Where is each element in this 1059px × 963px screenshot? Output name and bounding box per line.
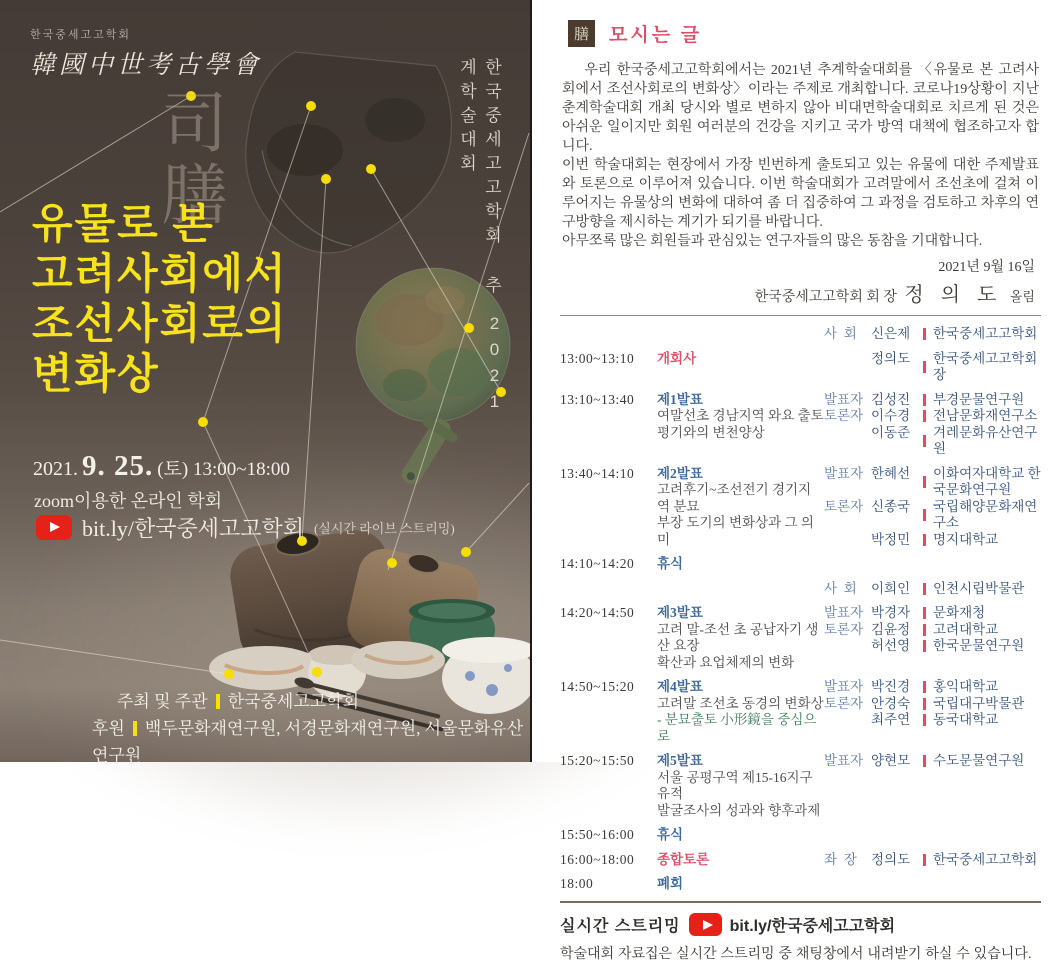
schedule-row: [560, 351, 1043, 384]
person-line: [824, 326, 1043, 343]
stream-link-note: (실시간 라이브 스트리밍): [313, 521, 455, 536]
session-title: 개회사: [657, 350, 697, 366]
session-subtitle: 고려 말-조선 초 공납자기 생산 요장: [657, 621, 819, 653]
society-name-korean: 한국중세고고학회: [30, 29, 132, 41]
session-subtitle: 평기와의 변천양상: [657, 424, 765, 440]
vertical-event-text: [454, 58, 504, 418]
person-line: [824, 712, 1043, 729]
red-bar-divider: [923, 435, 926, 447]
red-bar-divider: [923, 509, 926, 521]
person-name: 이수경: [871, 408, 911, 423]
red-bar-divider: [923, 607, 926, 619]
schedule-time: [560, 326, 657, 343]
person-name: 김성진: [871, 391, 911, 407]
session-subtitle: 발굴조사의 성과와 향후과제: [657, 802, 821, 818]
invitation-paragraph: 이번 학술대회는 현장에서 가장 빈번하게 출토되고 있는 유물에 대한 주제발표와 토론으로 이루어져 있습니다. 이번 학술대회가 고려말에서 조선초에 걸쳐 이루어지는 유물상의 변화에 대하여 좀 더 집중하여 그 과정을 검토하고 차후의 연구방향을 제시하는 계기가 되기를 바랍니다.: [562, 158, 1039, 230]
person-role: 발표자: [824, 465, 864, 481]
person-affiliation: 한국문물연구원: [933, 638, 1025, 653]
person-role: 토론자: [824, 621, 864, 637]
person-line: [824, 581, 1043, 598]
stream-link[interactable]: bit.ly/한국중세고고학회: [82, 516, 304, 541]
person-name: 최주연: [871, 712, 911, 727]
host-label: 주최 및 주관: [117, 692, 208, 711]
yellow-bar-divider: [216, 694, 220, 709]
schedule-session: [657, 753, 824, 819]
person-line: [824, 466, 1043, 499]
session-title: 휴식: [657, 827, 684, 842]
person-line: [824, 679, 1043, 696]
session-subtitle: - 분묘출토 小形鏡을 중심으로: [657, 712, 817, 744]
stream-link-row: [36, 512, 455, 543]
schedule-people: [824, 466, 1043, 549]
stream-footer: [560, 913, 1043, 936]
person-affiliation: 전남문화재연구소: [933, 408, 1038, 423]
youtube-play-icon[interactable]: [689, 913, 722, 936]
person-affiliation: 수도문물연구원: [933, 753, 1025, 768]
person-line: [824, 499, 1043, 532]
sponsor-label: 후원: [92, 719, 125, 738]
person-affiliation: 인천시립박물관: [933, 580, 1025, 596]
invitation-paragraph: 우리 한국중세고고학회에서는 2021년 추계학술대회를 〈유물로 본 고려사회에서 조선사회로의 변화상〉이라는 주제로 개최합니다. 코로나19상황이 지난 춘계학술대회 개최 당시와 별로 변하지 않아 비대면학술대회로 치르게 된 것은 아쉬운 일이지만 회원 여러분의 건강을 지키고 국가 방역 대책에 협조하고자 합니다.: [562, 63, 1039, 154]
person-role: 발표자: [824, 753, 864, 768]
invitation-header: [568, 20, 1043, 47]
sponsor-value: 백두문화재연구원, 서경문화재연구원, 서울문화유산연구원: [92, 719, 524, 765]
schedule-people: [824, 605, 1043, 671]
red-bar-divider: [923, 534, 926, 546]
person-name: 신종국: [871, 498, 911, 514]
yellow-bar-divider: [133, 721, 137, 736]
event-year-vertical: 2021: [485, 314, 504, 418]
invitation-date: 2021년 9월 16일: [938, 260, 1035, 275]
schedule-table: [560, 326, 1043, 893]
person-name: 한혜선: [871, 465, 911, 481]
session-subtitle: 서울 공평구역 제15-16지구 유적: [657, 769, 813, 801]
invitation-body: [562, 61, 1039, 251]
invitation-paragraph: 아무쪼록 많은 회원들과 관심있는 연구자들의 많은 동참을 기대합니다.: [562, 234, 983, 249]
stream-footer-link[interactable]: bit.ly/한국중세고고학회: [729, 917, 896, 935]
seal-stamp-icon: 膳: [568, 20, 595, 47]
schedule-session: [657, 876, 824, 893]
session-title: 제4발표: [657, 679, 703, 694]
schedule-people: [824, 852, 1043, 869]
session-subtitle: 고려후기~조선전기 경기지역 분묘: [657, 482, 812, 514]
schedule-time: 15:20~15:50: [560, 753, 635, 768]
person-role: 사 회: [824, 326, 857, 341]
person-name: 정의도: [871, 350, 911, 366]
person-line: [824, 852, 1043, 869]
schedule-row: [560, 556, 1043, 573]
invitation-signature: [560, 278, 1035, 307]
session-subtitle: 고려말 조선초 동경의 변화상: [657, 695, 824, 711]
person-affiliation: 한국중세고고학회: [933, 326, 1038, 341]
schedule-time: 16:00~18:00: [560, 851, 635, 867]
schedule-session: [657, 466, 824, 549]
person-affiliation: 이화여자대학교 한국문화연구원: [933, 465, 1041, 497]
person-line: [824, 408, 1043, 425]
red-bar-divider: [923, 714, 926, 726]
red-bar-divider: [923, 476, 926, 488]
host-value: 한국중세고고학회: [227, 692, 360, 711]
session-title: 제3발표: [657, 605, 703, 620]
person-affiliation: 고려대학교: [933, 621, 999, 637]
schedule-people: [824, 326, 1043, 343]
person-role: 토론자: [824, 695, 864, 711]
person-role: 토론자: [824, 498, 864, 514]
schedule-time: 13:10~13:40: [560, 391, 635, 407]
red-bar-divider: [923, 681, 926, 693]
person-role: 발표자: [824, 391, 864, 407]
red-bar-divider: [923, 410, 926, 422]
society-logo: [30, 26, 262, 81]
schedule-session: [657, 351, 824, 384]
person-affiliation: 겨레문화유산연구원: [933, 424, 1038, 456]
schedule-time: 13:00~13:10: [560, 350, 635, 366]
schedule-session: [657, 392, 824, 458]
person-line: [824, 638, 1043, 655]
red-bar-divider: [923, 583, 926, 595]
footer-divider: [560, 901, 1041, 903]
schedule-people: [824, 827, 1043, 844]
red-bar-divider: [923, 328, 926, 340]
schedule-row: [560, 753, 1043, 819]
schedule-people: [824, 876, 1043, 893]
schedule-row: [560, 827, 1043, 844]
schedule-row: [560, 605, 1043, 671]
person-affiliation: 국립해양문화재연구소: [933, 498, 1038, 530]
session-title: 휴식: [657, 556, 684, 571]
society-name-hanja: 韓國中世考古學會: [30, 52, 263, 79]
person-line: [824, 532, 1043, 549]
person-name: 이희인: [871, 580, 911, 596]
person-affiliation: 홍익대학교: [933, 679, 999, 694]
session-subtitle: 부장 도기의 변화상과 그 의미: [657, 515, 814, 547]
schedule-time: 14:50~15:20: [560, 679, 635, 694]
person-line: [824, 392, 1043, 409]
person-role: 좌 장: [824, 851, 857, 867]
invitation-title: 모시는 글: [609, 25, 703, 46]
person-name: 박진경: [871, 679, 911, 694]
person-name: 신은제: [871, 326, 911, 341]
signature-suffix: 올림: [1009, 289, 1035, 304]
red-bar-divider: [923, 755, 926, 767]
person-line: [824, 605, 1043, 622]
schedule-row: [560, 876, 1043, 893]
session-title: 종합토론: [657, 851, 710, 867]
person-role: 사 회: [824, 580, 857, 596]
schedule-session: [657, 326, 824, 343]
red-bar-divider: [923, 361, 926, 373]
session-title: 제1발표: [657, 391, 703, 407]
session-title: 제5발표: [657, 753, 703, 768]
schedule-time: 15:50~16:00: [560, 827, 635, 842]
schedule-session: [657, 679, 824, 745]
poster-main-title: 유물로 본 고려사회에서 조선사회로의 변화상: [32, 202, 288, 398]
schedule-people: [824, 351, 1043, 384]
schedule-time: 13:40~14:10: [560, 465, 635, 481]
online-note: zoom이용한 온라인 학회: [34, 491, 223, 511]
person-name: 박정민: [871, 531, 911, 547]
program-right-page: [530, 0, 1059, 961]
red-bar-divider: [923, 698, 926, 710]
person-name: 정의도: [871, 851, 911, 867]
person-affiliation: 동국대학교: [933, 712, 999, 727]
person-line: [824, 696, 1043, 713]
person-name: 허선영: [871, 638, 911, 653]
person-role: 발표자: [824, 605, 864, 620]
schedule-row: [560, 852, 1043, 869]
session-title: 제2발표: [657, 465, 703, 481]
schedule-row: [560, 679, 1043, 745]
person-name: 이동준: [871, 424, 911, 440]
person-name: 양현모: [871, 753, 911, 768]
signature-prefix: 한국중세고고학회 회 장: [754, 290, 897, 305]
schedule-people: [824, 679, 1043, 745]
schedule-time: [560, 581, 657, 598]
person-role: 토론자: [824, 408, 864, 423]
schedule-row: [560, 392, 1043, 458]
schedule-row: [560, 326, 1043, 343]
schedule-people: [824, 556, 1043, 573]
calligraphy-seal: 司膳: [151, 88, 224, 232]
person-line: [824, 622, 1043, 639]
schedule-people: [824, 753, 1043, 819]
person-line: [824, 351, 1043, 384]
red-bar-divider: [923, 854, 926, 866]
schedule-session: [657, 827, 824, 844]
poster-footer: [0, 688, 530, 769]
session-subtitle: 확산과 요업체제의 변화: [657, 654, 795, 670]
person-line: [824, 753, 1043, 770]
person-affiliation: 문화재청: [933, 605, 986, 620]
person-name: 안경숙: [871, 695, 911, 711]
schedule-time: 14:10~14:20: [560, 556, 635, 571]
person-affiliation: 부경문물연구원: [933, 391, 1025, 407]
session-subtitle: 여말선초 경남지역 와요 출토: [657, 408, 824, 423]
schedule-session: [657, 605, 824, 671]
red-bar-divider: [923, 394, 926, 406]
person-name: 김윤정: [871, 621, 911, 637]
person-line: [824, 425, 1043, 458]
schedule-row: [560, 466, 1043, 549]
schedule-people: [824, 392, 1043, 458]
session-title: 폐회: [657, 876, 684, 891]
person-affiliation: 국립대구박물관: [933, 695, 1025, 711]
person-affiliation: 한국중세고고학회: [933, 851, 1038, 867]
schedule-session: [657, 581, 824, 598]
stream-footer-note: 학술대회 자료집은 실시간 스트리밍 중 채팅창에서 내려받기 하실 수 있습니다.: [560, 944, 1032, 961]
red-bar-divider: [923, 640, 926, 652]
schedule-session: [657, 852, 824, 869]
event-date: 2021. 9. 25. (토) 13:00~18:00: [33, 450, 290, 482]
youtube-play-icon[interactable]: [36, 515, 72, 540]
president-name: 정 의 도: [904, 284, 1003, 306]
poster-left-page: [0, 0, 530, 765]
schedule-row: [560, 581, 1043, 598]
schedule-time: 18:00: [560, 876, 594, 891]
event-name-vertical: 한국중세고고학회 추계학술대회: [457, 58, 501, 300]
person-role: 발표자: [824, 679, 864, 694]
schedule-people: [824, 581, 1043, 598]
schedule-time: 14:20~14:50: [560, 605, 635, 620]
person-affiliation: 한국중세고고학회장: [933, 350, 1038, 382]
stream-footer-label: 실시간 스트리밍: [560, 917, 681, 935]
schedule-session: [657, 556, 824, 573]
red-bar-divider: [923, 624, 926, 636]
person-name: 박경자: [871, 605, 911, 620]
section-divider: [560, 315, 1041, 316]
person-affiliation: 명지대학교: [933, 531, 999, 547]
